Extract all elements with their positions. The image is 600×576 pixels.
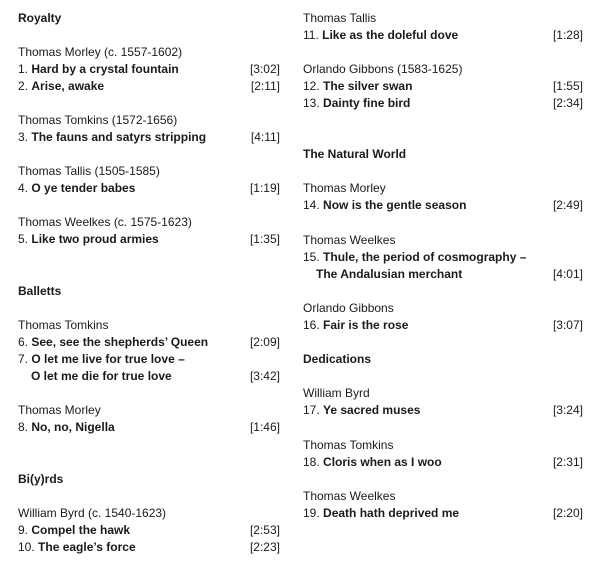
track-number: 7. xyxy=(18,352,29,366)
track-duration: [1:55] xyxy=(552,79,583,93)
section-heading-royalty: Royalty xyxy=(18,11,62,25)
track-row xyxy=(18,539,280,556)
track-number: 18. xyxy=(303,455,320,469)
track-number: 5. xyxy=(18,232,29,246)
composer-name: William Byrd xyxy=(303,386,370,400)
track-duration: [1:35] xyxy=(249,232,280,246)
composer-name: Thomas Tomkins xyxy=(303,438,394,452)
track-row xyxy=(303,505,583,522)
track-title-continuation xyxy=(18,368,280,385)
track-title: Arise, awake xyxy=(31,79,105,93)
track-title: O ye tender babes xyxy=(31,181,136,195)
track-title: Like two proud armies xyxy=(31,232,159,246)
track-row xyxy=(303,27,583,44)
composer-name: Thomas Weelkes xyxy=(303,233,396,247)
composer-name: Thomas Morley xyxy=(303,181,386,195)
track-number: 8. xyxy=(18,420,29,434)
track-duration: [2:09] xyxy=(249,335,280,349)
track-duration: [2:20] xyxy=(552,506,583,520)
track-row xyxy=(303,317,583,334)
track-duration: [2:34] xyxy=(552,96,583,110)
track-row xyxy=(18,351,280,368)
track-title: Thule, the period of cosmography – xyxy=(323,250,527,264)
track-duration: [2:53] xyxy=(249,523,280,537)
track-number: 4. xyxy=(18,181,29,195)
track-title: Cloris when as I woo xyxy=(323,455,442,469)
track-title: Death hath deprived me xyxy=(323,506,460,520)
track-row xyxy=(303,78,583,95)
track-number: 2. xyxy=(18,79,29,93)
composer-name: Thomas Morley xyxy=(18,403,101,417)
track-number: 19. xyxy=(303,506,320,520)
track-duration: [1:19] xyxy=(249,181,280,195)
composer-name: Thomas Weelkes (c. 1575-1623) xyxy=(18,215,192,229)
track-number: 15. xyxy=(303,250,320,264)
track-row xyxy=(303,249,583,266)
track-duration: [3:02] xyxy=(249,62,280,76)
composer-name: Orlando Gibbons (1583-1625) xyxy=(303,62,463,76)
track-title: Now is the gentle season xyxy=(323,198,467,212)
track-duration: [3:07] xyxy=(552,318,583,332)
composer-name: Thomas Tallis xyxy=(303,11,377,25)
composer-name: Thomas Morley (c. 1557-1602) xyxy=(18,45,183,59)
track-row xyxy=(18,522,280,539)
track-title: Hard by a crystal fountain xyxy=(31,62,179,76)
track-duration: [4:11] xyxy=(250,130,280,144)
track-duration: [2:49] xyxy=(552,198,583,212)
track-row xyxy=(18,61,280,78)
track-row xyxy=(18,180,280,197)
track-row xyxy=(303,197,583,214)
track-number: 9. xyxy=(18,523,29,537)
track-duration: [1:46] xyxy=(249,420,280,434)
track-title: Compel the hawk xyxy=(31,523,131,537)
track-title: O let me die for true love xyxy=(31,369,172,383)
track-number: 17. xyxy=(303,403,320,417)
track-title: Dainty fine bird xyxy=(323,96,411,110)
track-duration: [2:23] xyxy=(249,540,280,554)
section-heading-the-natural-world: The Natural World xyxy=(303,147,407,161)
composer-name: Thomas Tomkins xyxy=(18,318,109,332)
track-number: 14. xyxy=(303,198,320,212)
composer-name: Thomas Tomkins (1572-1656) xyxy=(18,113,178,127)
track-number: 6. xyxy=(18,335,29,349)
composer-name: Thomas Tallis (1505-1585) xyxy=(18,164,160,178)
track-row xyxy=(18,419,280,436)
track-duration: [4:01] xyxy=(552,267,583,281)
track-duration: [3:24] xyxy=(552,403,583,417)
track-duration: [1:28] xyxy=(552,28,583,42)
track-title: Fair is the rose xyxy=(323,318,409,332)
track-title: O let me live for true love – xyxy=(31,352,185,366)
track-row xyxy=(303,402,583,419)
composer-name: William Byrd (c. 1540-1623) xyxy=(18,506,167,520)
track-number: 16. xyxy=(303,318,320,332)
section-heading-balletts: Balletts xyxy=(18,284,62,298)
track-duration: [2:11] xyxy=(250,79,280,93)
track-title: Ye sacred muses xyxy=(323,403,421,417)
track-row xyxy=(303,454,583,471)
track-row xyxy=(18,231,280,248)
track-duration: [2:31] xyxy=(552,455,583,469)
track-number: 3. xyxy=(18,130,29,144)
track-title: The fauns and satyrs stripping xyxy=(31,130,207,144)
track-title: No, no, Nigella xyxy=(31,420,115,434)
track-title: The eagle’s force xyxy=(38,540,136,554)
composer-name: Thomas Weelkes xyxy=(303,489,396,503)
track-row xyxy=(18,78,280,95)
track-row xyxy=(303,95,583,112)
track-duration: [3:42] xyxy=(249,369,280,383)
composer-name: Orlando Gibbons xyxy=(303,301,394,315)
section-heading-dedications: Dedications xyxy=(303,352,372,366)
track-title: Like as the doleful dove xyxy=(322,28,459,42)
section-heading-bi-y-rds: Bi(y)rds xyxy=(18,472,64,486)
track-title: The Andalusian merchant xyxy=(316,267,463,281)
track-number: 12. xyxy=(303,79,320,93)
track-title: The silver swan xyxy=(323,79,413,93)
track-number: 13. xyxy=(303,96,320,110)
track-row xyxy=(18,334,280,351)
track-number: 11. xyxy=(303,28,319,42)
track-number: 10. xyxy=(18,540,35,554)
track-title: See, see the shepherds’ Queen xyxy=(31,335,209,349)
track-row xyxy=(18,129,280,146)
track-title-continuation xyxy=(303,266,583,283)
track-number: 1. xyxy=(18,62,29,76)
